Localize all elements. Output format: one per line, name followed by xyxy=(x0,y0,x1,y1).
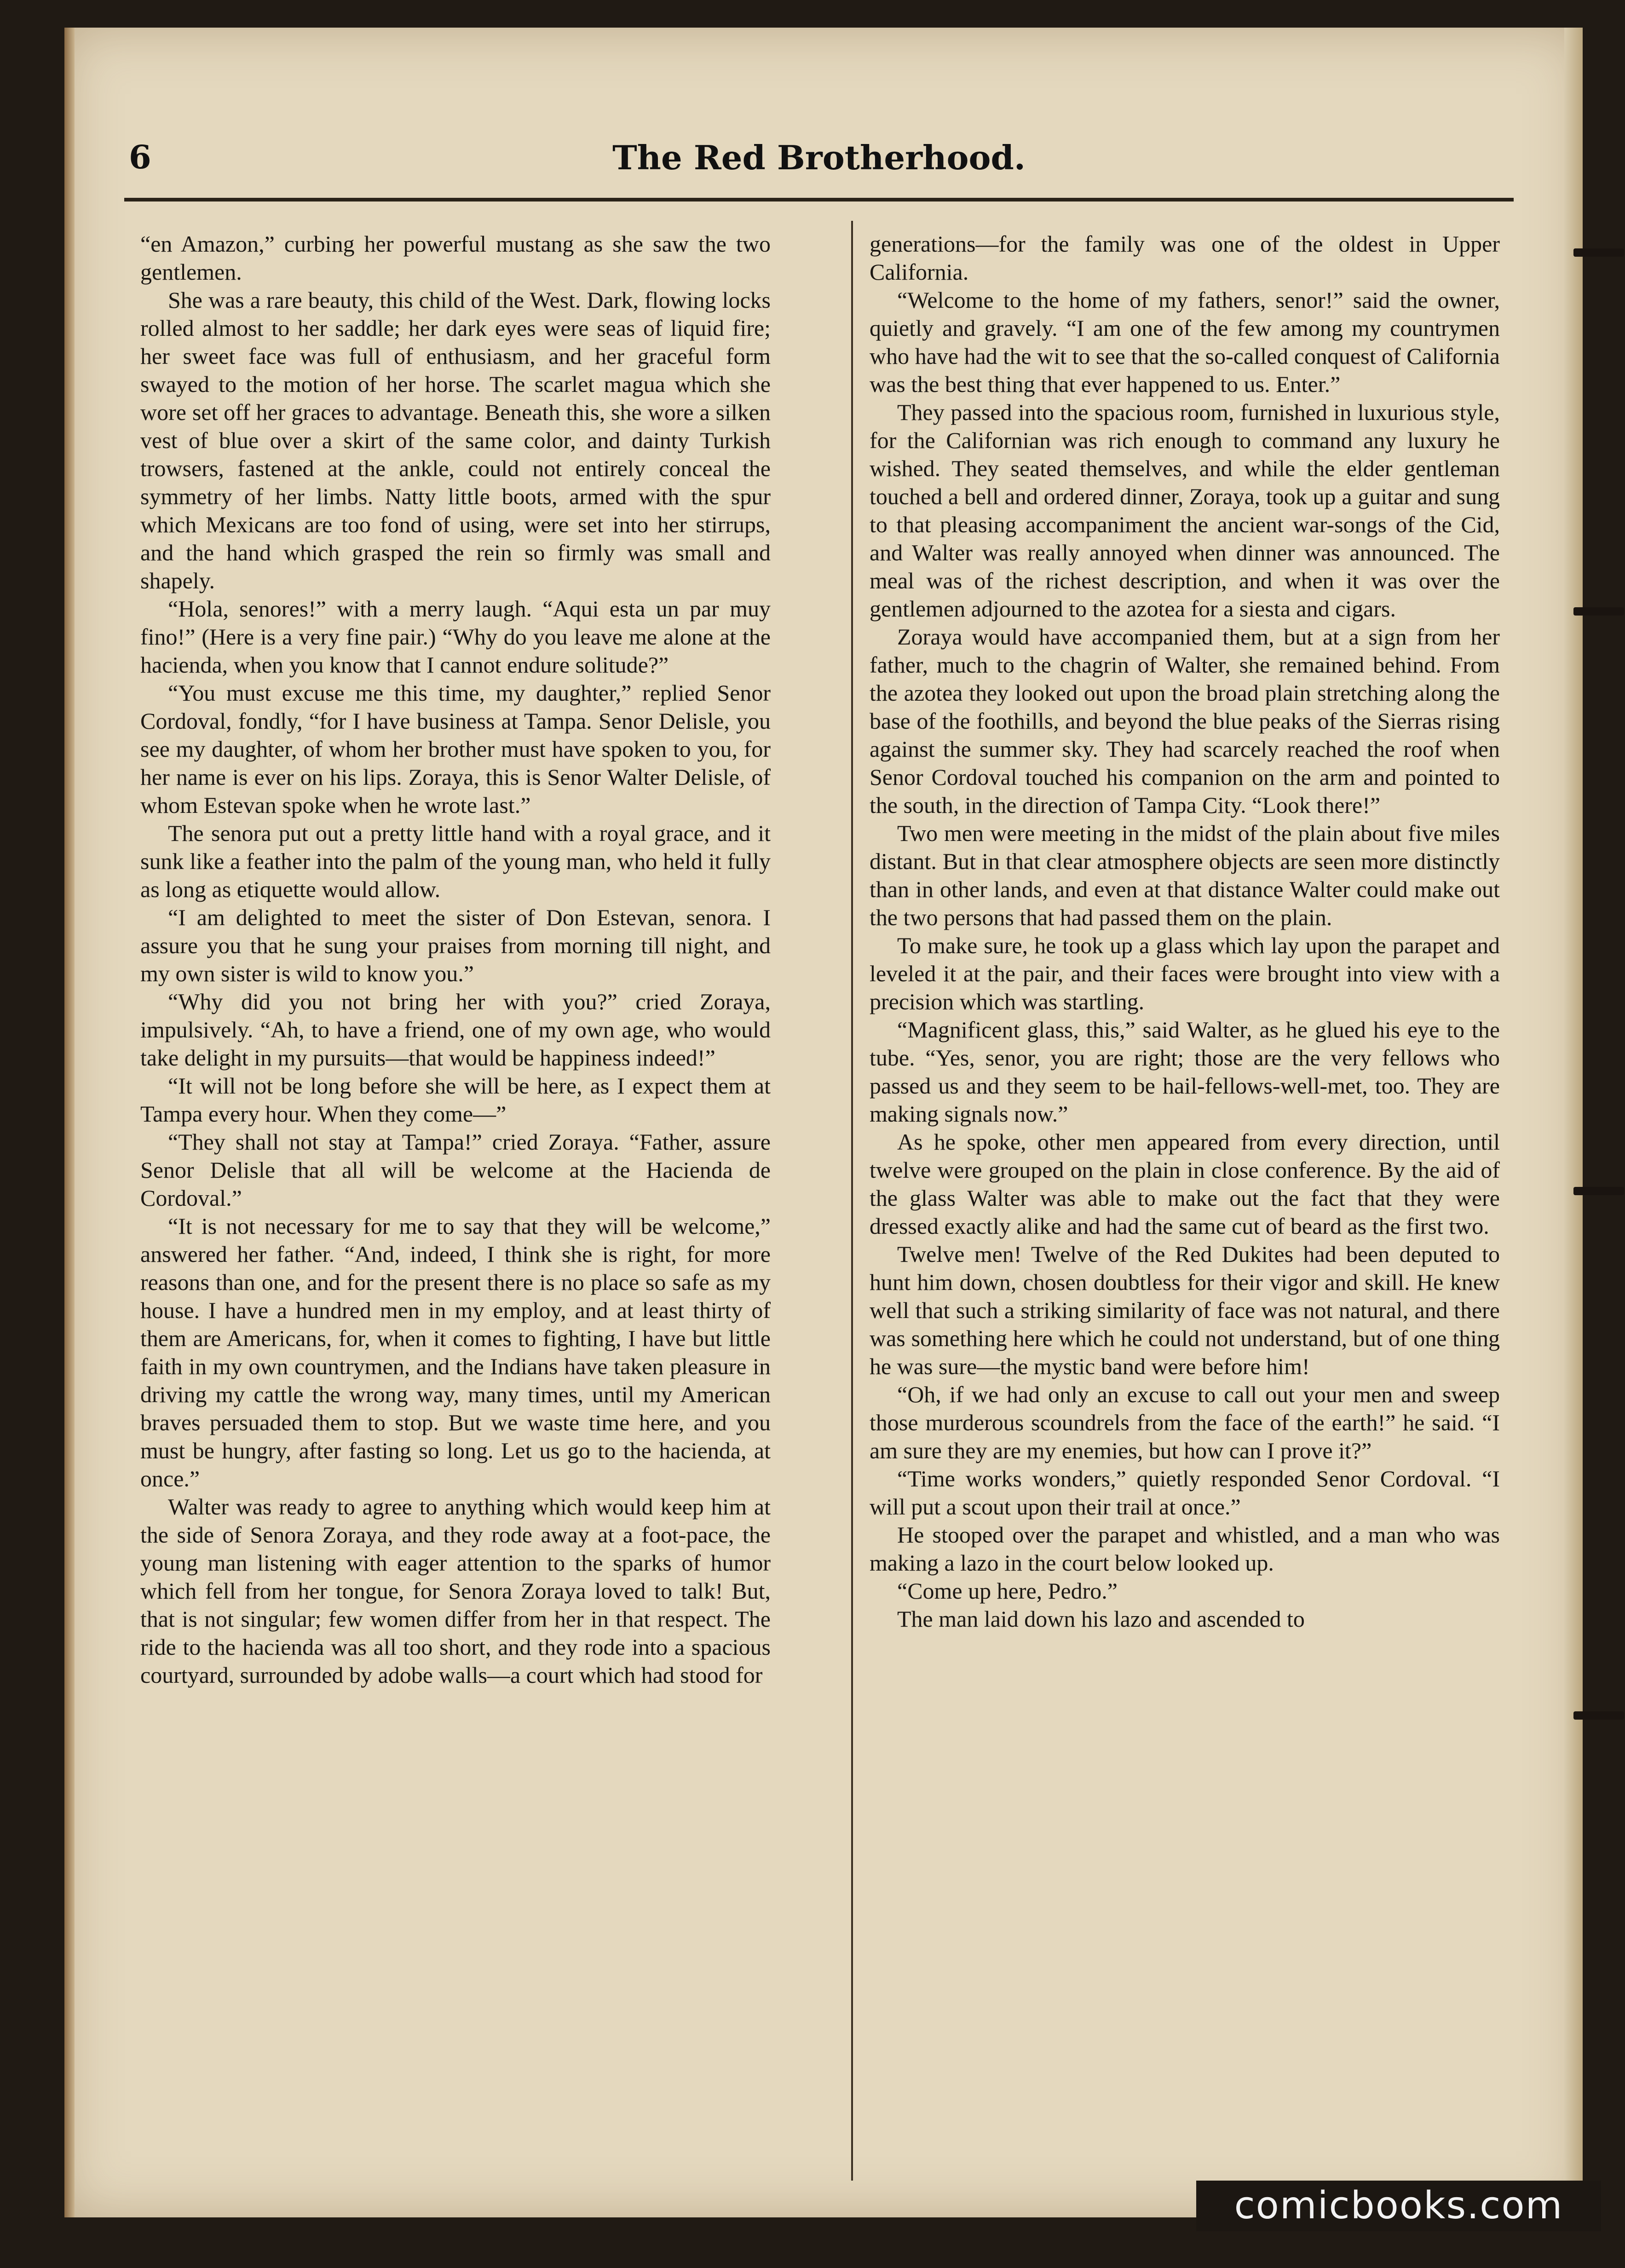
paragraph: As he spoke, other men appeared from every direction, until twelve were grouped on the plain in close conference. By the aid of the glass Walter was able to make out the fact that they were dressed exactly alike and had the same cut of beard as the first two. xyxy=(870,1129,1500,1239)
paragraph: “It is not necessary for me to say that they will be welcome,” answered her father. “And, indeed, I think she is right, for more reasons than one, and for the present there is no place so safe as my house. I have a hundred men in my employ, and at least thirty of them are Americans, for, when it comes to fighting, I have but little faith in my own countrymen, and the Indians have taken pleasure in driving my cattle the wrong way, many times, until my American braves persuaded them to stop. But we waste time here, and you must be hungry, after fasting so long. Let us go to the hacienda, at once.” xyxy=(140,1213,771,1491)
paragraph: The senora put out a pretty little hand with a royal grace, and it sunk like a feather into the palm of the young man, who held it fully as long as etiquette would allow. xyxy=(140,820,771,902)
page-edge xyxy=(1564,28,1583,2217)
paragraph: “en Amazon,” curbing her powerful mustang as she saw the two gentlemen. xyxy=(140,231,771,285)
watermark-text: comicbooks.com xyxy=(1196,2181,1601,2231)
paragraph: Twelve men! Twelve of the Red Dukites had been deputed to hunt him down, chosen doubtless for their vigor and skill. He knew well that such a striking similarity of face was not natural, and there was something here which he could not understand, but of one thing he was sure—the mystic band were before him! xyxy=(870,1241,1500,1379)
paragraph: “Welcome to the home of my fathers, senor!” said the owner, quietly and gravely. “I am one of the few among my countrymen who have had the wit to see that the so-called conquest of California was the best thing that ever happened to us. Enter.” xyxy=(870,287,1500,397)
paragraph: Two men were meeting in the midst of the plain about five miles distant. But in that clear atmosphere objects are seen more distinctly than in other lands, and even at that distance Walter could make out the two persons that had passed them on the plain. xyxy=(870,820,1500,930)
paragraph: To make sure, he took up a glass which lay upon the parapet and leveled it at the pair, and their faces were brought into view with a precision which was startling. xyxy=(870,933,1500,1014)
staple-mark xyxy=(1573,248,1624,257)
page-header xyxy=(129,120,1509,189)
paragraph: “Magnificent glass, this,” said Walter, as he glued his eye to the tube. “Yes, senor, you are right; those are the very fellows who passed us and they seem to be hail-fellows-well-met, too. They are making signals now.” xyxy=(870,1017,1500,1127)
paragraph: “Time works wonders,” quietly responded Senor Cordoval. “I will put a scout upon their trail at once.” xyxy=(870,1466,1500,1520)
paragraph: generations—for the family was one of the oldest in Upper California. xyxy=(870,231,1500,285)
column-divider xyxy=(851,221,853,2181)
paragraph: “Come up here, Pedro.” xyxy=(897,1578,1118,1604)
page-number: 6 xyxy=(129,138,151,176)
paragraph: “You must excuse me this time, my daughter,” replied Senor Cordoval, fondly, “for I have business at Tampa. Senor Delisle, you see my daughter, of whom her brother must have spoken to you, for her name is ever on his lips. Zoraya, this is Senor Walter Delisle, of whom Estevan spoke when he wrote last.” xyxy=(140,680,771,818)
paragraph: Zoraya would have accompanied them, but at a sign from her father, much to the chagrin of Walter, she remained behind. From the azotea they looked out upon the broad plain stretching along the base of the foothills, and beyond the blue peaks of the Sierras rising against the summer sky. They had scarcely reached the roof when Senor Cordoval touched his companion on the arm and pointed to the south, in the direction of Tampa City. “Look there!” xyxy=(870,624,1500,818)
page-title: The Red Brotherhood. xyxy=(612,138,1026,177)
paragraph: “Hola, senores!” with a merry laugh. “Aqui esta un par muy fino!” (Here is a very fine pair.) “Why do you leave me alone at the hacienda, when you know that I cannot endure solitude?” xyxy=(140,596,771,678)
paragraph: “Why did you not bring her with you?” cried Zoraya, impulsively. “Ah, to have a friend, one of my own age, who would take delight in my pursuits—that would be happiness indeed!” xyxy=(140,989,771,1071)
staple-mark xyxy=(1573,1711,1624,1720)
paragraph: “It will not be long before she will be here, as I expect them at Tampa every hour. When they come—” xyxy=(140,1073,771,1127)
paragraph: She was a rare beauty, this child of the West. Dark, flowing locks rolled almost to her saddle; her dark eyes were seas of liquid fire; her sweet face was full of enthusiasm, and her graceful form swayed to the motion of her horse. The scarlet magua which she wore set off her graces to advantage. Beneath this, she wore a silken vest of blue over a skirt of the same color, and dainty Turkish trowsers, fastened at the ankle, could not entirely conceal the symmetry of her limbs. Natty little boots, armed with the spur which Mexicans are too fond of using, were set into her stirrups, and the hand which grasped the rein so firmly was small and shapely. xyxy=(140,287,771,593)
staple-mark xyxy=(1573,607,1624,616)
staple-mark xyxy=(1573,1187,1624,1195)
paragraph: “Oh, if we had only an excuse to call out your men and sweep those murderous scoundrels from the face of the earth!” he said. “I am sure they are my enemies, but how can I prove it?” xyxy=(870,1382,1500,1463)
paragraph: Walter was ready to agree to anything which would keep him at the side of Senora Zoraya, and they rode away at a foot-pace, the young man listening with eager attention to the sparks of humor which fell from her tongue, for Senora Zoraya loved to talk! But, that is not singular; few women differ from her in that respect. The ride to the hacienda was all too short, and they rode into a spacious courtyard, surrounded by adobe walls—a court which had stood for xyxy=(140,1494,771,1688)
left-text-column xyxy=(140,230,771,2181)
page-binding xyxy=(64,28,75,2217)
paragraph: He stooped over the parapet and whistled, and a man who was making a lazo in the court below looked up. xyxy=(870,1522,1500,1576)
right-text-column xyxy=(870,230,1500,2181)
magazine-page xyxy=(64,28,1583,2217)
paragraph: The man laid down his lazo and ascended to xyxy=(897,1606,1305,1632)
header-rule xyxy=(124,198,1514,201)
paragraph: They passed into the spacious room, furnished in luxurious style, for the Californian was rich enough to command any luxury he wished. They seated themselves, and while the elder gentleman touched a bell and ordered dinner, Zoraya, took up a guitar and sung to that pleasing accompaniment the ancient war-songs of the Cid, and Walter was really annoyed when dinner was announced. The meal was of the richest description, and when it was over the gentlemen adjourned to the azotea for a siesta and cigars. xyxy=(870,399,1500,622)
paragraph: “I am delighted to meet the sister of Don Estevan, senora. I assure you that he sung your praises from morning till night, and my own sister is wild to know you.” xyxy=(140,904,771,986)
paragraph: “They shall not stay at Tampa!” cried Zoraya. “Father, assure Senor Delisle that all will be welcome at the Hacienda de Cordoval.” xyxy=(140,1129,771,1211)
